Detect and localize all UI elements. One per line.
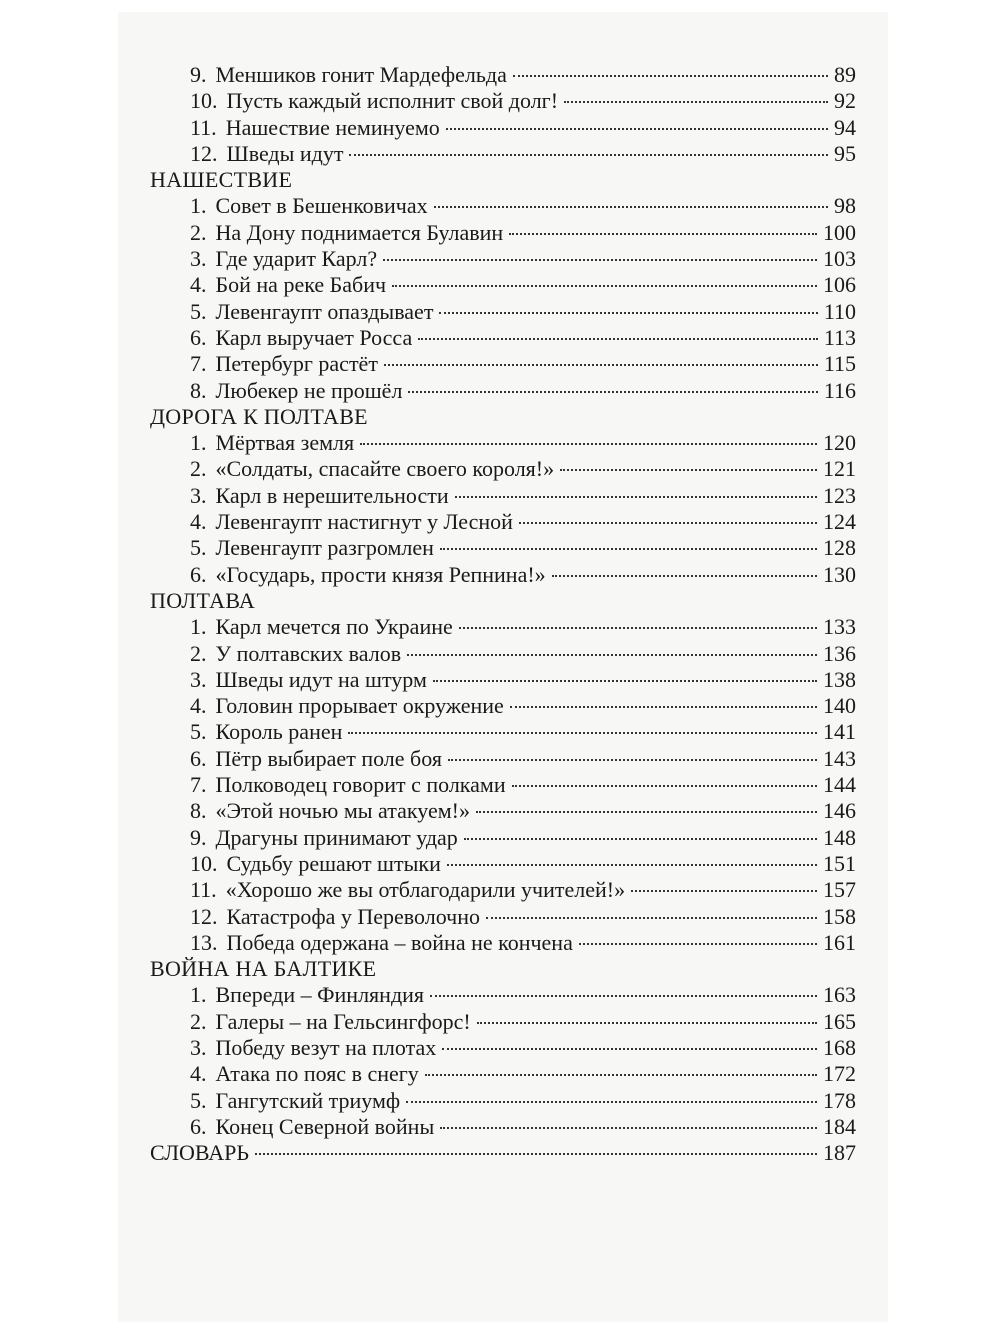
entry-number: 11. bbox=[190, 114, 217, 140]
toc-entry bbox=[150, 456, 856, 482]
entry-number: 10. bbox=[190, 850, 218, 876]
entry-number: 5. bbox=[190, 535, 207, 561]
entry-page-number: 148 bbox=[823, 824, 856, 850]
entry-page-number: 184 bbox=[823, 1113, 856, 1139]
entry-page-number: 103 bbox=[823, 246, 856, 272]
toc-entry bbox=[150, 1035, 856, 1061]
dot-leader bbox=[383, 259, 817, 261]
entry-page-number: 124 bbox=[823, 509, 856, 535]
dot-leader bbox=[486, 917, 817, 919]
section-heading: НАШЕСТВИЕ bbox=[150, 167, 293, 193]
dot-leader bbox=[439, 312, 817, 314]
table-of-contents bbox=[150, 62, 856, 1166]
toc-entry bbox=[150, 982, 856, 1008]
entry-title: «Хорошо же вы отблагодарили учителей!» bbox=[225, 877, 626, 903]
dot-leader bbox=[408, 391, 817, 393]
entry-title: Меншиков гонит Мардефельда bbox=[215, 62, 507, 87]
entry-number: 2. bbox=[190, 456, 207, 482]
toc-entry bbox=[150, 667, 856, 693]
dot-leader bbox=[459, 627, 817, 629]
entry-page-number: 98 bbox=[834, 193, 856, 219]
entry-title: Конец Северной войны bbox=[215, 1113, 435, 1139]
entry-number: 13. bbox=[190, 929, 218, 955]
entry-page-number: 110 bbox=[823, 298, 856, 324]
toc-entry bbox=[150, 430, 856, 456]
entry-title: Драгуны принимают удар bbox=[215, 824, 458, 850]
section-heading: ВОЙНА НА БАЛТИКЕ bbox=[150, 956, 377, 982]
toc-entry bbox=[150, 798, 856, 824]
entry-number: 4. bbox=[190, 509, 207, 535]
toc-entry bbox=[150, 641, 856, 667]
toc-entry bbox=[150, 378, 856, 404]
toc-entry bbox=[150, 62, 856, 88]
toc-entry bbox=[150, 509, 856, 535]
toc-entry bbox=[150, 220, 856, 246]
dot-leader bbox=[440, 548, 817, 550]
entry-page-number: 106 bbox=[823, 272, 856, 298]
entry-page-number: 143 bbox=[823, 745, 856, 771]
toc-entry bbox=[150, 772, 856, 798]
toc-entry bbox=[150, 614, 856, 640]
dot-leader bbox=[392, 285, 817, 287]
dot-leader bbox=[509, 233, 817, 235]
entry-number: 4. bbox=[190, 272, 207, 298]
entry-page-number: 161 bbox=[823, 929, 856, 955]
dot-leader bbox=[519, 522, 817, 524]
entry-title: Карл выручает Росса bbox=[215, 324, 413, 350]
dot-leader bbox=[512, 785, 817, 787]
entry-page-number: 141 bbox=[823, 719, 856, 745]
entry-page-number: 172 bbox=[823, 1061, 856, 1087]
entry-page-number: 168 bbox=[823, 1034, 856, 1060]
entry-title: Мёртвая земля bbox=[215, 430, 355, 456]
entry-title: Бой на реке Бабич bbox=[215, 272, 387, 298]
dot-leader bbox=[477, 1022, 817, 1024]
entry-page-number: 92 bbox=[834, 88, 856, 114]
dot-leader bbox=[455, 496, 817, 498]
entry-number: 8. bbox=[190, 377, 207, 403]
entry-title: «Государь, прости князя Репнина!» bbox=[215, 561, 546, 587]
dot-leader bbox=[552, 575, 817, 577]
toc-entry bbox=[150, 246, 856, 272]
entry-page-number: 158 bbox=[823, 903, 856, 929]
entry-title: Левенгаупт настигнут у Лесной bbox=[215, 509, 513, 535]
entry-title: Где ударит Карл? bbox=[215, 246, 378, 272]
entry-page-number: 157 bbox=[823, 877, 856, 903]
dot-leader bbox=[446, 128, 828, 130]
toc-entry bbox=[150, 825, 856, 851]
entry-title: На Дону поднимается Булавин bbox=[215, 219, 504, 245]
entry-page-number: 178 bbox=[823, 1087, 856, 1113]
entry-number: 6. bbox=[190, 561, 207, 587]
entry-number: 10. bbox=[190, 88, 218, 114]
dot-leader bbox=[513, 75, 828, 77]
toc-entry bbox=[150, 719, 856, 745]
toc-entry bbox=[150, 325, 856, 351]
toc-entry bbox=[150, 351, 856, 377]
dot-leader bbox=[418, 338, 818, 340]
entry-title: Левенгаупт разгромлен bbox=[215, 535, 434, 561]
toc-entry bbox=[150, 88, 856, 114]
entry-number: 3. bbox=[190, 482, 207, 508]
toc-entry bbox=[150, 930, 856, 956]
section-heading: ДОРОГА К ПОЛТАВЕ bbox=[150, 403, 368, 429]
entry-number: 1. bbox=[190, 614, 207, 640]
entry-title: Совет в Бешенковичах bbox=[215, 193, 428, 219]
entry-title: Карл в нерешительности bbox=[215, 482, 449, 508]
entry-page-number: 100 bbox=[823, 219, 856, 245]
entry-page-number: 95 bbox=[834, 140, 856, 166]
entry-number: 3. bbox=[190, 1034, 207, 1060]
entry-page-number: 130 bbox=[823, 561, 856, 587]
dot-leader bbox=[407, 654, 817, 656]
dot-leader bbox=[442, 1048, 817, 1050]
entry-page-number: 123 bbox=[823, 482, 856, 508]
toc-entry bbox=[150, 115, 856, 141]
toc-entry bbox=[150, 1009, 856, 1035]
entry-title: Шведы идут на штурм bbox=[215, 666, 427, 692]
entry-page-number: 136 bbox=[823, 640, 856, 666]
toc-entry bbox=[150, 1088, 856, 1114]
dot-leader bbox=[360, 443, 817, 445]
entry-number: 8. bbox=[190, 798, 207, 824]
entry-page-number: 140 bbox=[823, 693, 856, 719]
entry-number: 4. bbox=[190, 1061, 207, 1087]
entry-number: 11. bbox=[190, 877, 217, 903]
toc-entry bbox=[150, 904, 856, 930]
entry-number: 2. bbox=[190, 640, 207, 666]
entry-number: 5. bbox=[190, 1087, 207, 1113]
entry-title: Победу везут на плотах bbox=[215, 1034, 437, 1060]
entry-number: 5. bbox=[190, 298, 207, 324]
entry-number: 6. bbox=[190, 324, 207, 350]
entry-number: 6. bbox=[190, 745, 207, 771]
entry-page-number: 128 bbox=[823, 535, 856, 561]
entry-page-number: 120 bbox=[823, 430, 856, 456]
entry-page-number: 146 bbox=[823, 798, 856, 824]
dot-leader bbox=[384, 364, 818, 366]
entry-title: Нашествие неминуемо bbox=[225, 114, 440, 140]
entry-title: Гангутский триумф bbox=[215, 1087, 401, 1113]
entry-title: «Этой ночью мы атакуем!» bbox=[215, 798, 471, 824]
entry-title: СЛОВАРЬ bbox=[150, 1140, 249, 1166]
entry-title: Левенгаупт опаздывает bbox=[215, 298, 434, 324]
toc-entry bbox=[150, 535, 856, 561]
dot-leader bbox=[430, 995, 817, 997]
entry-number: 1. bbox=[190, 982, 207, 1008]
toc-entry bbox=[150, 693, 856, 719]
entry-page-number: 144 bbox=[823, 772, 856, 798]
entry-title: Судьбу решают штыки bbox=[226, 850, 441, 876]
entry-page-number: 151 bbox=[823, 850, 856, 876]
entry-number: 7. bbox=[190, 351, 207, 377]
entry-page-number: 116 bbox=[823, 377, 856, 403]
entry-page-number: 165 bbox=[823, 1008, 856, 1034]
entry-title: Полководец говорит с полками bbox=[215, 772, 506, 798]
entry-page-number: 133 bbox=[823, 614, 856, 640]
entry-title: Пусть каждый исполнит свой долг! bbox=[226, 88, 559, 114]
entry-title: «Солдаты, спасайте своего короля!» bbox=[215, 456, 555, 482]
entry-number: 5. bbox=[190, 719, 207, 745]
entry-number: 1. bbox=[190, 193, 207, 219]
entry-number: 12. bbox=[190, 903, 218, 929]
dot-leader bbox=[433, 680, 817, 682]
entry-number: 9. bbox=[190, 62, 207, 87]
entry-title: Головин прорывает окружение bbox=[215, 693, 504, 719]
toc-section-entry bbox=[150, 1140, 856, 1166]
toc-entry bbox=[150, 299, 856, 325]
entry-title: Победа одержана – война не кончена bbox=[226, 929, 573, 955]
dot-leader bbox=[579, 943, 817, 945]
entry-title: Король ранен bbox=[215, 719, 343, 745]
entry-title: Атака по пояс в снегу bbox=[215, 1061, 419, 1087]
dot-leader bbox=[425, 1074, 817, 1076]
toc-entry bbox=[150, 193, 856, 219]
entry-number: 3. bbox=[190, 246, 207, 272]
entry-title: Шведы идут bbox=[226, 140, 344, 166]
entry-number: 2. bbox=[190, 1008, 207, 1034]
toc-entry bbox=[150, 272, 856, 298]
toc-entry bbox=[150, 562, 856, 588]
entry-number: 2. bbox=[190, 219, 207, 245]
entry-number: 7. bbox=[190, 772, 207, 798]
entry-page-number: 94 bbox=[834, 114, 856, 140]
dot-leader bbox=[560, 469, 817, 471]
toc-entry bbox=[150, 1114, 856, 1140]
dot-leader bbox=[440, 1127, 817, 1129]
entry-title: Впереди – Финляндия bbox=[215, 982, 425, 1008]
entry-number: 1. bbox=[190, 430, 207, 456]
entry-page-number: 113 bbox=[823, 324, 856, 350]
dot-leader bbox=[348, 732, 817, 734]
entry-title: Петербург растёт bbox=[215, 351, 378, 377]
dot-leader bbox=[448, 759, 817, 761]
entry-title: Пётр выбирает поле боя bbox=[215, 745, 442, 771]
toc-entry bbox=[150, 746, 856, 772]
dot-leader bbox=[631, 890, 817, 892]
dot-leader bbox=[406, 1101, 817, 1103]
dot-leader bbox=[476, 811, 817, 813]
entry-page-number: 138 bbox=[823, 666, 856, 692]
entry-number: 3. bbox=[190, 666, 207, 692]
dot-leader bbox=[349, 154, 828, 156]
dot-leader bbox=[510, 706, 817, 708]
toc-entry bbox=[150, 851, 856, 877]
entry-page-number: 121 bbox=[823, 456, 856, 482]
dot-leader bbox=[447, 864, 817, 866]
toc-entry bbox=[150, 1061, 856, 1087]
entry-title: Карл мечется по Украине bbox=[215, 614, 453, 640]
toc-entry bbox=[150, 141, 856, 167]
entry-page-number: 115 bbox=[823, 351, 856, 377]
section-heading: ПОЛТАВА bbox=[150, 587, 256, 613]
entry-number: 6. bbox=[190, 1113, 207, 1139]
entry-title: Галеры – на Гельсингфорс! bbox=[215, 1008, 471, 1034]
entry-number: 12. bbox=[190, 140, 218, 166]
entry-title: У полтавских валов bbox=[215, 640, 402, 666]
entry-page-number: 89 bbox=[834, 62, 856, 87]
entry-number: 9. bbox=[190, 824, 207, 850]
dot-leader bbox=[464, 838, 817, 840]
entry-page-number: 187 bbox=[823, 1140, 856, 1166]
entry-number: 4. bbox=[190, 693, 207, 719]
entry-page-number: 163 bbox=[823, 982, 856, 1008]
dot-leader bbox=[564, 101, 828, 103]
entry-title: Катастрофа у Переволочно bbox=[226, 903, 481, 929]
entry-title: Любекер не прошёл bbox=[215, 377, 403, 403]
dot-leader bbox=[255, 1153, 817, 1155]
toc-entry bbox=[150, 877, 856, 903]
dot-leader bbox=[434, 206, 828, 208]
toc-entry bbox=[150, 483, 856, 509]
